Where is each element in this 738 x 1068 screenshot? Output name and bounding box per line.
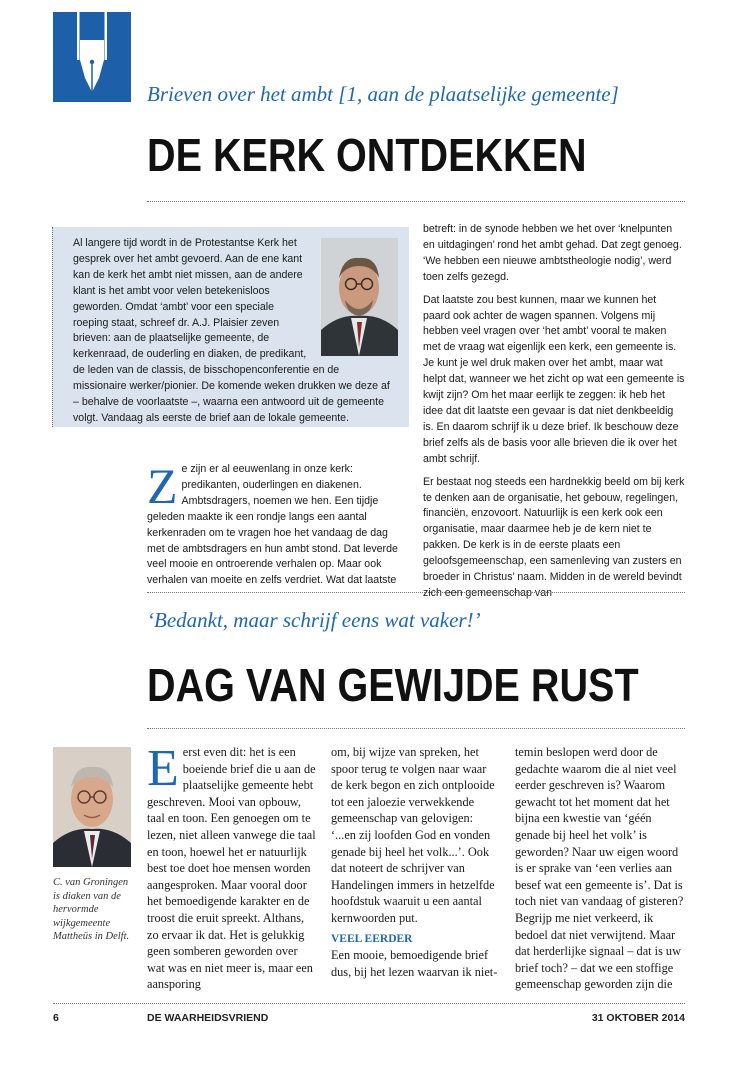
section2-col1-text: erst even dit: het is een boeiende brief die u aan de plaatselijke gemeente hebt geschreven. Mooi van opbouw, taal en toon. Een genoegen om te lezen, niet alleen vanwege die taal en toon, hoewel het er natuurlijk best toe doet hoe mensen worden aangesproken. Maar vooral door het bemoedigende karakter en de troost die eruit spreekt. Althans, zo ervaar ik dat. Het is gelukkig geen somberen geworden over wat was en niet meer is, maar een aansporing (147, 745, 316, 992)
photo-spacer (311, 236, 395, 358)
section1-col1-text: e zijn er al eeuwenlang in onze kerk: predikanten, ouderlingen en diakenen. Ambtsdragers, noemen we hen. Een tijdje geleden maakte ik een rondje langs een aantal kerkenraden om te vragen hoe het vandaag de dag met de ambtsdragers en hun ambt stond. Dat leverde veel mooie en ontroerende verhalen op. Maar ook verhalen van moeite en zelfs verdriet. Wat dat laatste (147, 463, 398, 587)
pen-nib-logo (53, 12, 131, 102)
section2-kicker: ‘Bedankt, maar schrijf eens wat vaker!’ (147, 608, 481, 632)
fountain-pen-nib-icon (53, 12, 131, 102)
intro-text (73, 236, 395, 427)
portrait-image (53, 747, 131, 867)
section2-column-2 (331, 744, 501, 980)
intro-paragraph: Al langere tijd wordt in de Protestantse Kerk het gesprek over het ambt gevoerd. Aan de ene kant kan de kerk het ambt niet missen, aan de andere klant is het ambt voor velen betekenisloos geworden. Omdat ‘ambt’ voor een speciale roeping staat, schreef dr. A.J. Plaisier zeven brieven: aan de plaatselijke gemeente, de kerkenraad, de ouderling en diaken, de predikant, de leden van de classis, de bisschopenconferentie en de missionaire werker/pionier. De komende weken drukken we deze af – behalve de voorlaatste –, waarna een antwoord uit de gemeente volgt. Vandaag als eerste de brief aan de lokale gemeente. (73, 237, 390, 424)
page-number: 6 (53, 1012, 59, 1024)
author-photo-van-groningen (53, 747, 131, 867)
section1-title: DE KERK ONTDEKKEN (147, 129, 587, 181)
section2-title: DAG VAN GEWIJDE RUST (147, 659, 639, 711)
footer-divider (53, 1003, 685, 1004)
section1-col2-p3: Er bestaat nog steeds een hardnekkig beeld om bij kerk te denken aan de organisatie, het gebouw, regelingen, financiën, enzovoort. Natuurlijk is een kerk ook een organisatie, maar daarmee heb je de kern niet te pakken. De kerk is in de eerste plaats een geloofsgemeenschap, een samenleving van zusters en broeder in Christus’ naam. Midden in de wereld bevindt zich een gemeenschap van (423, 475, 685, 599)
section2-col2-text2: Een mooie, bemoedigende brief dus, bij het lezen waarvan ik niet- (331, 948, 498, 979)
section2-divider (147, 728, 685, 729)
section1-column-2 (423, 222, 685, 609)
photo-caption: C. van Groningen is diaken van de hervormde wijkgemeente Mattheüs in Delft. (53, 877, 130, 943)
section2-col2-text: om, bij wijze van spreken, het spoor terug te volgen naar waar de kerk begon en zich ontplooide tot een jaloezie verwekkende gemeenschap van gelovigen: ‘...en zij loofden God en vonden genade bij heel het volk...’. Ook dat noteert de schrijver van Handelingen immers in hetzelfde hoofdstuk waaruit u een aantal kernwoorden put. (331, 745, 495, 925)
section2-column-1 (147, 740, 317, 993)
section-divider (147, 592, 685, 593)
section1-divider (147, 201, 685, 202)
publication-name: DE WAARHEIDSVRIEND (147, 1012, 269, 1024)
issue-date: 31 OKTOBER 2014 (591, 1012, 685, 1024)
section2-col3-text: temin beslopen werd door de gedachte waarom die al niet veel eerder geschreven is? Waarom gewacht tot het moment dat het bijna een kwestie van ‘géén genade bij heel het volk’ is geworden? Naar uw eigen woord is er sprake van ‘een verlies aan besef wat een gemeente is’. Dat is toch niet van vandaag of gisteren? Begrijp me niet verkeerd, ik bedoel dat niet verwijtend. Maar dat herderlijke signaal – dat is uw brief toch? – dat we een stoffige gemeenschap geworden zijn die (515, 745, 684, 992)
section1-column-1 (147, 458, 404, 589)
section1-col2-p1: betreft: in de synode hebben we het over ‘knelpunten en uitdagingen’ rond het ambt gehad. Dat zegt genoeg. ‘We hebben een nieuwe ambtstheologie nodig’, werd toen zelfs gezegd. (423, 223, 682, 283)
dropcap-e: E (147, 740, 179, 797)
subhead-veel-eerder: VEEL EERDER (331, 932, 413, 945)
section1-kicker: Brieven over het ambt [1, aan de plaatselijke gemeente] (147, 82, 619, 106)
section2-column-3 (515, 744, 685, 993)
dropcap-z: Z (147, 458, 178, 514)
section1-col2-p2: Dat laatste zou best kunnen, maar we kunnen het paard ook achter de wagen spannen. Volgens mij hebben veel vragen over ‘het ambt’ vooral te maken met de vraag wat eigenlijk een kerk, een gemeente is. Je kunt je wel druk maken over het ambt, maar wat helpt dat, wanneer we het zicht op wat een gemeente is kwijt zijn? Om het maar eerlijk te zeggen: ik heb het idee dat dit laatste een gevaar is dat niet denkbeeldig is. En daarom schrijf ik u deze brief. Ik beschouw deze brief zelfs als de basis voor alle brieven die ik over het ambt schrijf. (423, 293, 685, 465)
